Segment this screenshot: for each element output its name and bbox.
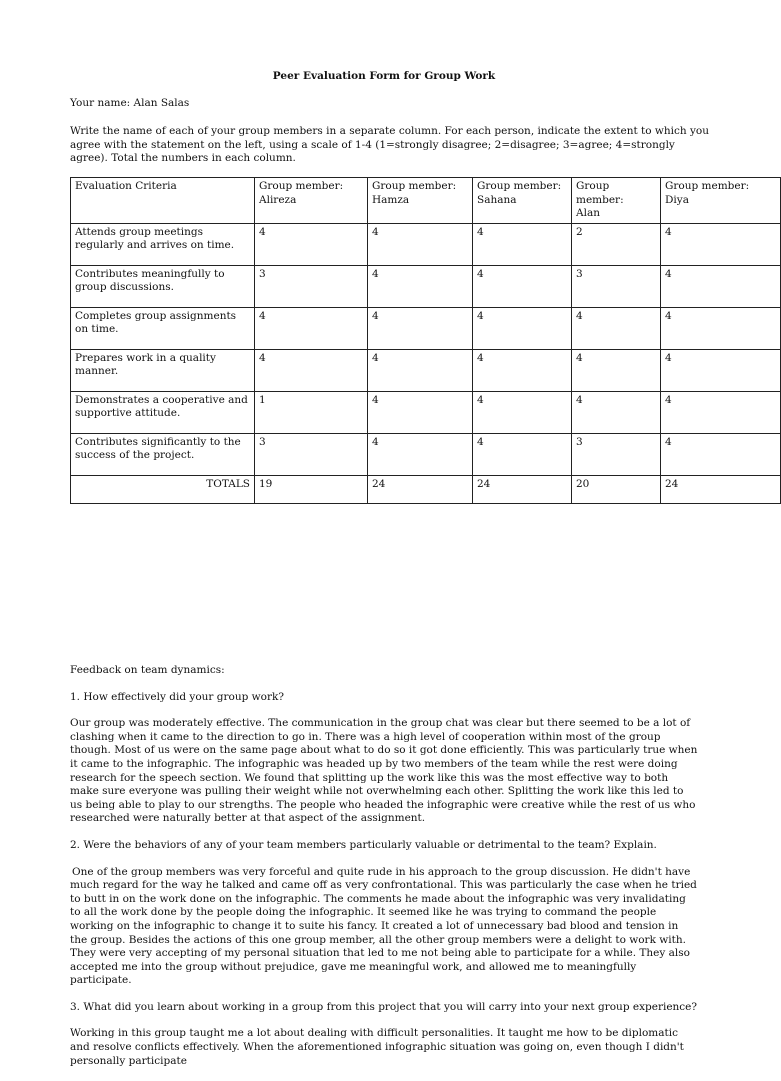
score-cell: 4 bbox=[473, 265, 572, 307]
score-cell: 4 bbox=[661, 307, 781, 349]
score-cell: 4 bbox=[661, 265, 781, 307]
score-cell: 4 bbox=[572, 349, 661, 391]
member-header: Group member: Sahana bbox=[473, 178, 572, 224]
total-cell: 24 bbox=[661, 475, 781, 503]
table-row bbox=[71, 307, 781, 349]
score-cell: 4 bbox=[368, 433, 473, 475]
score-cell: 4 bbox=[661, 433, 781, 475]
totals-label: TOTALS bbox=[71, 475, 255, 503]
totals-row bbox=[71, 475, 781, 503]
score-cell: 4 bbox=[473, 391, 572, 433]
score-cell: 2 bbox=[572, 223, 661, 265]
answer-3: Working in this group taught me a lot about dealing with difficult personalities. It taught me how to be diplomatic and resolve conflicts effectively. When the aforementioned infographic situation was going on, even though I didn't personally participate bbox=[70, 1027, 684, 1067]
score-cell: 4 bbox=[368, 349, 473, 391]
member-header: Group member: Alan bbox=[572, 178, 661, 224]
table-row bbox=[71, 223, 781, 265]
score-cell: 4 bbox=[255, 307, 368, 349]
criteria-header: Evaluation Criteria bbox=[71, 178, 255, 224]
feedback-section bbox=[70, 664, 698, 1081]
criterion-cell: Attends group meetings regularly and arrives on time. bbox=[71, 223, 255, 265]
score-cell: 4 bbox=[661, 223, 781, 265]
table-row bbox=[71, 265, 781, 307]
question-2: 2. Were the behaviors of any of your team members particularly valuable or detrimental to the team? Explain. bbox=[70, 838, 657, 851]
table-row bbox=[71, 433, 781, 475]
score-cell: 3 bbox=[255, 433, 368, 475]
score-cell: 4 bbox=[368, 307, 473, 349]
member-header: Group member: Diya bbox=[661, 178, 781, 224]
feedback-heading: Feedback on team dynamics: bbox=[70, 664, 225, 676]
criterion-cell: Contributes meaningfully to group discussions. bbox=[71, 265, 255, 307]
score-cell: 4 bbox=[572, 391, 661, 433]
score-cell: 3 bbox=[572, 265, 661, 307]
score-cell: 4 bbox=[473, 433, 572, 475]
page-title: Peer Evaluation Form for Group Work bbox=[272, 70, 496, 82]
member-header: Group member: Hamza bbox=[368, 178, 473, 224]
score-cell: 4 bbox=[661, 349, 781, 391]
score-cell: 4 bbox=[661, 391, 781, 433]
total-cell: 24 bbox=[368, 475, 473, 503]
total-cell: 19 bbox=[255, 475, 368, 503]
total-cell: 24 bbox=[473, 475, 572, 503]
evaluation-table bbox=[70, 177, 781, 504]
answer-1: Our group was moderately effective. The communication in the group chat was clear but there seemed to be a lot of clashing when it came to the direction to go in. There was a high level of cooperation within most of the group though. Most of us were on the same page about what to do so it got done efficiently. This was particularly true when it came to the infographic. The infographic was headed up by two members of the team while the rest were doing research for the speech section. We found that splitting up the work like this was the most effective way to both make sure everyone was pulling their weight while not overwhelming each other. Splitting the work like this led to us being able to play to our strengths. The people who headed the infographic were creative while the rest of us who researched were naturally better at that aspect of the assignment. bbox=[70, 717, 698, 825]
criterion-cell: Completes group assignments on time. bbox=[71, 307, 255, 349]
your-name-line: Your name: Alan Salas bbox=[70, 97, 190, 109]
answer-2: One of the group members was very forceful and quite rude in his approach to the group discussion. He didn't have much regard for the way he talked and came off as very confrontational. This was particularly the case when he tried to butt in on the work done on the infographic. The comments he made about the infographic was very invalidating to all the work done by the people doing the infographic. It seemed like he was trying to command the people working on the infographic to change it to suite his fancy. It created a lot of unnecessary bad blood and tension in the group. Besides the actions of this one group member, all the other group members were a delight to work with. They were very accepting of my personal situation that led to me not being able to participate for a while. They also accepted me into the group without prejudice, gave me meaningful work, and allowed me to meaningfully participate. bbox=[70, 865, 697, 987]
score-cell: 4 bbox=[368, 265, 473, 307]
criterion-cell: Demonstrates a cooperative and supportive attitude. bbox=[71, 391, 255, 433]
criterion-cell: Prepares work in a quality manner. bbox=[71, 349, 255, 391]
total-cell: 20 bbox=[572, 475, 661, 503]
score-cell: 4 bbox=[572, 307, 661, 349]
member-header: Group member: Alireza bbox=[255, 178, 368, 224]
score-cell: 3 bbox=[572, 433, 661, 475]
score-cell: 4 bbox=[368, 223, 473, 265]
score-cell: 3 bbox=[255, 265, 368, 307]
table-row bbox=[71, 349, 781, 391]
score-cell: 4 bbox=[473, 349, 572, 391]
instructions-paragraph: Write the name of each of your group members in a separate column. For each person, indicate the extent to which you agree with the statement on the left, using a scale of 1-4 (1=strongly disagree; 2=disagree; 3=agree; 4=strongly agree). Total the numbers in each column. bbox=[70, 125, 710, 165]
score-cell: 4 bbox=[368, 391, 473, 433]
score-cell: 4 bbox=[473, 307, 572, 349]
score-cell: 4 bbox=[473, 223, 572, 265]
score-cell: 1 bbox=[255, 391, 368, 433]
score-cell: 4 bbox=[255, 349, 368, 391]
criterion-cell: Contributes significantly to the success of the project. bbox=[71, 433, 255, 475]
question-1: 1. How effectively did your group work? bbox=[70, 690, 284, 703]
table-row bbox=[71, 391, 781, 433]
table-header-row bbox=[71, 178, 781, 224]
score-cell: 4 bbox=[255, 223, 368, 265]
question-3: 3. What did you learn about working in a group from this project that you will carry into your next group experience? bbox=[70, 1000, 698, 1013]
